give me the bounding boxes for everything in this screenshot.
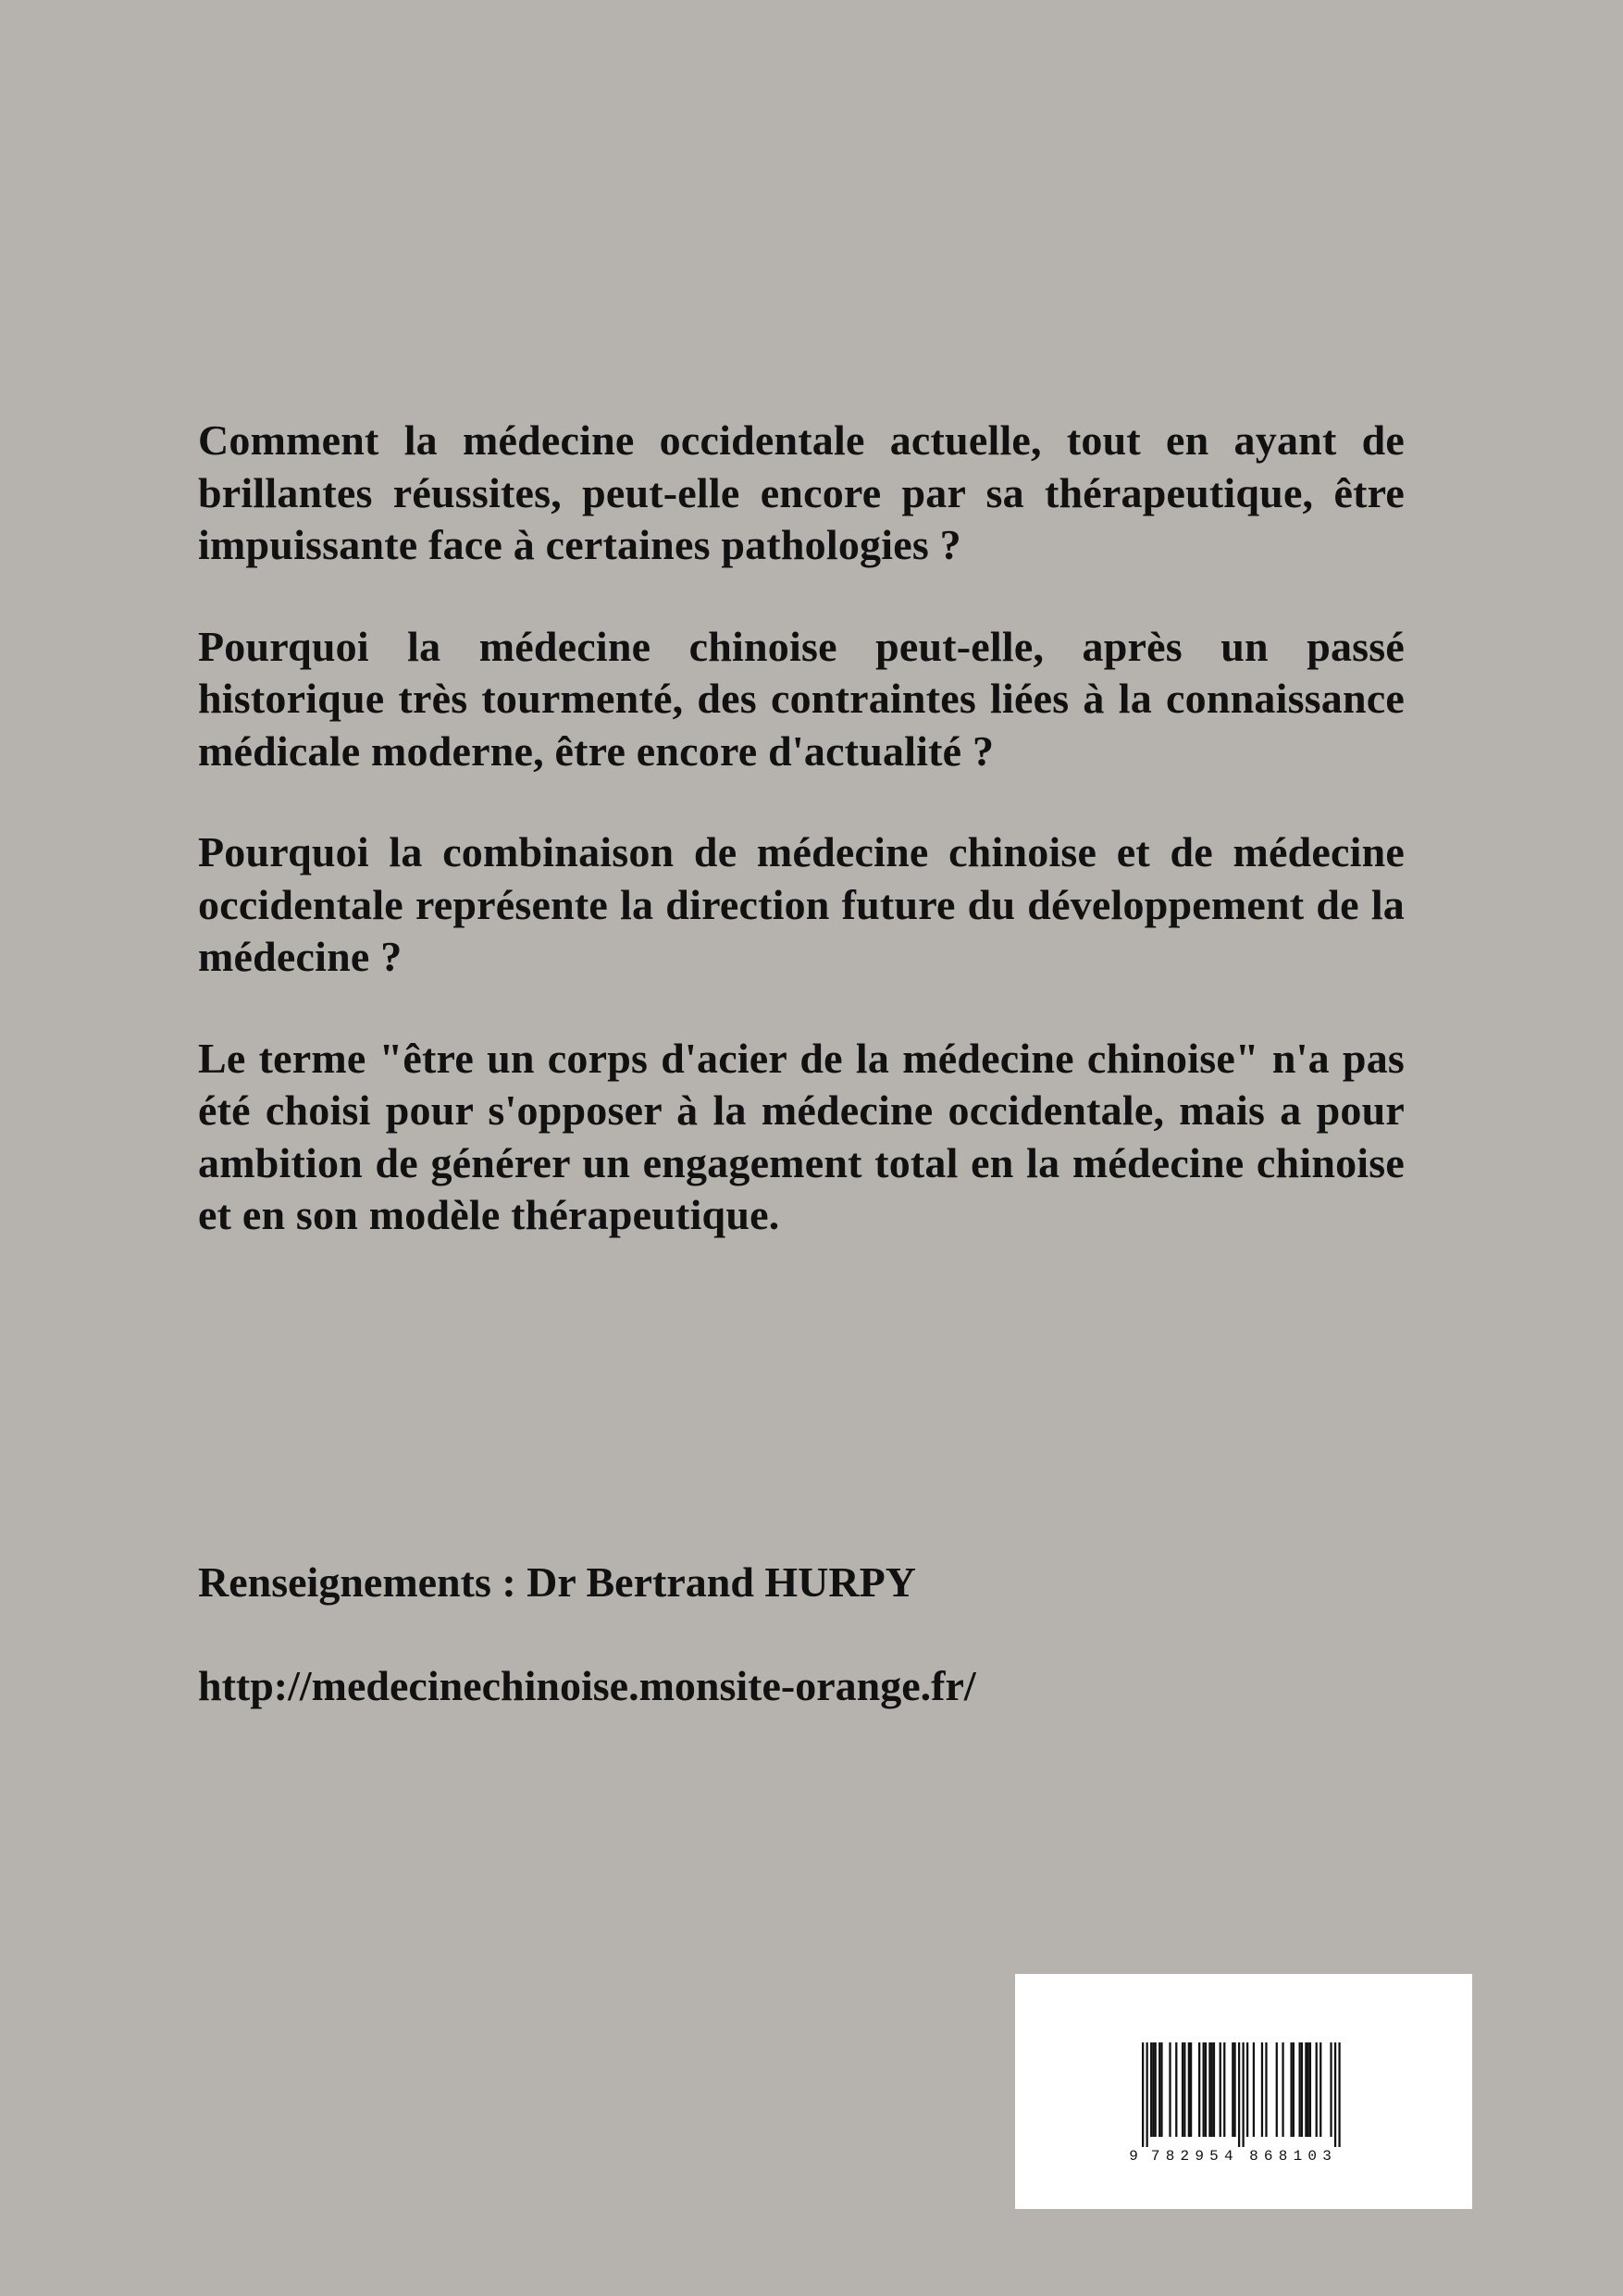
- barcode-bar: [1203, 2042, 1205, 2137]
- barcode-bar: [1282, 2042, 1283, 2137]
- barcode-bar: [1175, 2042, 1177, 2137]
- barcode-bar: [1238, 2042, 1240, 2147]
- barcode-bar: [1182, 2042, 1183, 2137]
- barcode-bar: [1261, 2042, 1263, 2137]
- website-link[interactable]: http://medecinechinoise.monsite-orange.fr/: [198, 1662, 976, 1709]
- barcode-graphic: [1015, 1974, 1472, 2209]
- barcode-digit: 3: [1322, 2148, 1332, 2165]
- barcode-digit: 5: [1209, 2148, 1219, 2165]
- barcode-bar: [1190, 2042, 1192, 2137]
- barcode-bar: [1305, 2042, 1307, 2137]
- barcode-bar: [1142, 2042, 1144, 2147]
- barcode-bar: [1198, 2042, 1200, 2137]
- barcode-bar: [1330, 2042, 1332, 2137]
- paragraph-1: Comment la médecine occidentale actuelle, tout en ayant de brillantes réussites, peut-elle encore par sa thérapeutique, être impuissante face à certaines pathologies ?: [198, 416, 1405, 568]
- barcode-digit: 1: [1293, 2148, 1303, 2165]
- barcode-bar: [1299, 2042, 1301, 2137]
- summary-text: [198, 415, 1405, 1291]
- barcode-bar: [1223, 2042, 1225, 2137]
- barcode-bar: [1160, 2042, 1162, 2137]
- barcode-bar: [1316, 2042, 1318, 2137]
- barcode-bar: [1276, 2042, 1278, 2137]
- barcode-bar: [1188, 2042, 1190, 2137]
- barcode-digit: 2: [1180, 2148, 1190, 2165]
- barcode-bar: [1233, 2042, 1235, 2137]
- barcode-bar: [1152, 2042, 1154, 2137]
- barcode-bar: [1309, 2042, 1311, 2137]
- isbn-barcode: [1015, 1974, 1472, 2209]
- paragraph-4: Le terme "être un corps d'acier de la médecine chinoise" n'a pas été choisi pour s'opposer à la médecine occidentale, mais a pour ambition de générer un engagement total en la médecine chinoise et en son modèle thérapeutique.: [198, 1034, 1405, 1238]
- barcode-bar: [1146, 2042, 1148, 2147]
- contact-info: Renseignements : Dr Bertrand HURPY: [198, 1558, 916, 1606]
- barcode-digit: 8: [1278, 2148, 1288, 2165]
- barcode-bar: [1158, 2042, 1160, 2137]
- barcode-bar: [1183, 2042, 1185, 2137]
- barcode-digit: 6: [1263, 2148, 1273, 2165]
- barcode-digit: 9: [1129, 2148, 1138, 2165]
- barcode-digit: 8: [1165, 2148, 1175, 2165]
- barcode-bar: [1307, 2042, 1309, 2137]
- barcode-bar: [1246, 2042, 1248, 2137]
- barcode-bar: [1232, 2042, 1233, 2137]
- barcode-bar: [1220, 2042, 1221, 2137]
- barcode-bar: [1213, 2042, 1215, 2137]
- paragraph-3: Pourquoi la combinaison de médecine chinoise et de médecine occidentale représente la direction future du développement de la médecine ?: [198, 828, 1405, 980]
- barcode-bar: [1208, 2042, 1210, 2137]
- barcode-digit: 9: [1195, 2148, 1204, 2165]
- barcode-bar: [1211, 2042, 1213, 2137]
- barcode-bar: [1150, 2042, 1152, 2137]
- barcode-digit: 8: [1249, 2148, 1258, 2165]
- barcode-bar: [1265, 2042, 1267, 2137]
- barcode-bar: [1169, 2042, 1171, 2137]
- barcode-bars: [1142, 2042, 1341, 2147]
- barcode-bar: [1290, 2042, 1292, 2137]
- barcode-digit: 0: [1307, 2148, 1317, 2165]
- barcode-bar: [1319, 2042, 1321, 2137]
- barcode-bar: [1155, 2042, 1157, 2137]
- barcode-bar: [1334, 2042, 1336, 2147]
- barcode-bar: [1338, 2042, 1340, 2147]
- paragraph-2: Pourquoi la médecine chinoise peut-elle, après un passé historique très tourmenté, des contraintes liées à la connaissance médicale moderne, être encore d'actualité ?: [198, 622, 1405, 775]
- barcode-digit: 4: [1223, 2148, 1233, 2165]
- barcode-bar: [1293, 2042, 1295, 2137]
- barcode-digit: 7: [1150, 2148, 1160, 2165]
- barcode-bar: [1301, 2042, 1303, 2137]
- barcode-bar: [1205, 2042, 1207, 2137]
- barcode-bar: [1253, 2042, 1255, 2137]
- barcode-bar: [1242, 2042, 1244, 2147]
- barcode-digits: [1129, 2148, 1332, 2165]
